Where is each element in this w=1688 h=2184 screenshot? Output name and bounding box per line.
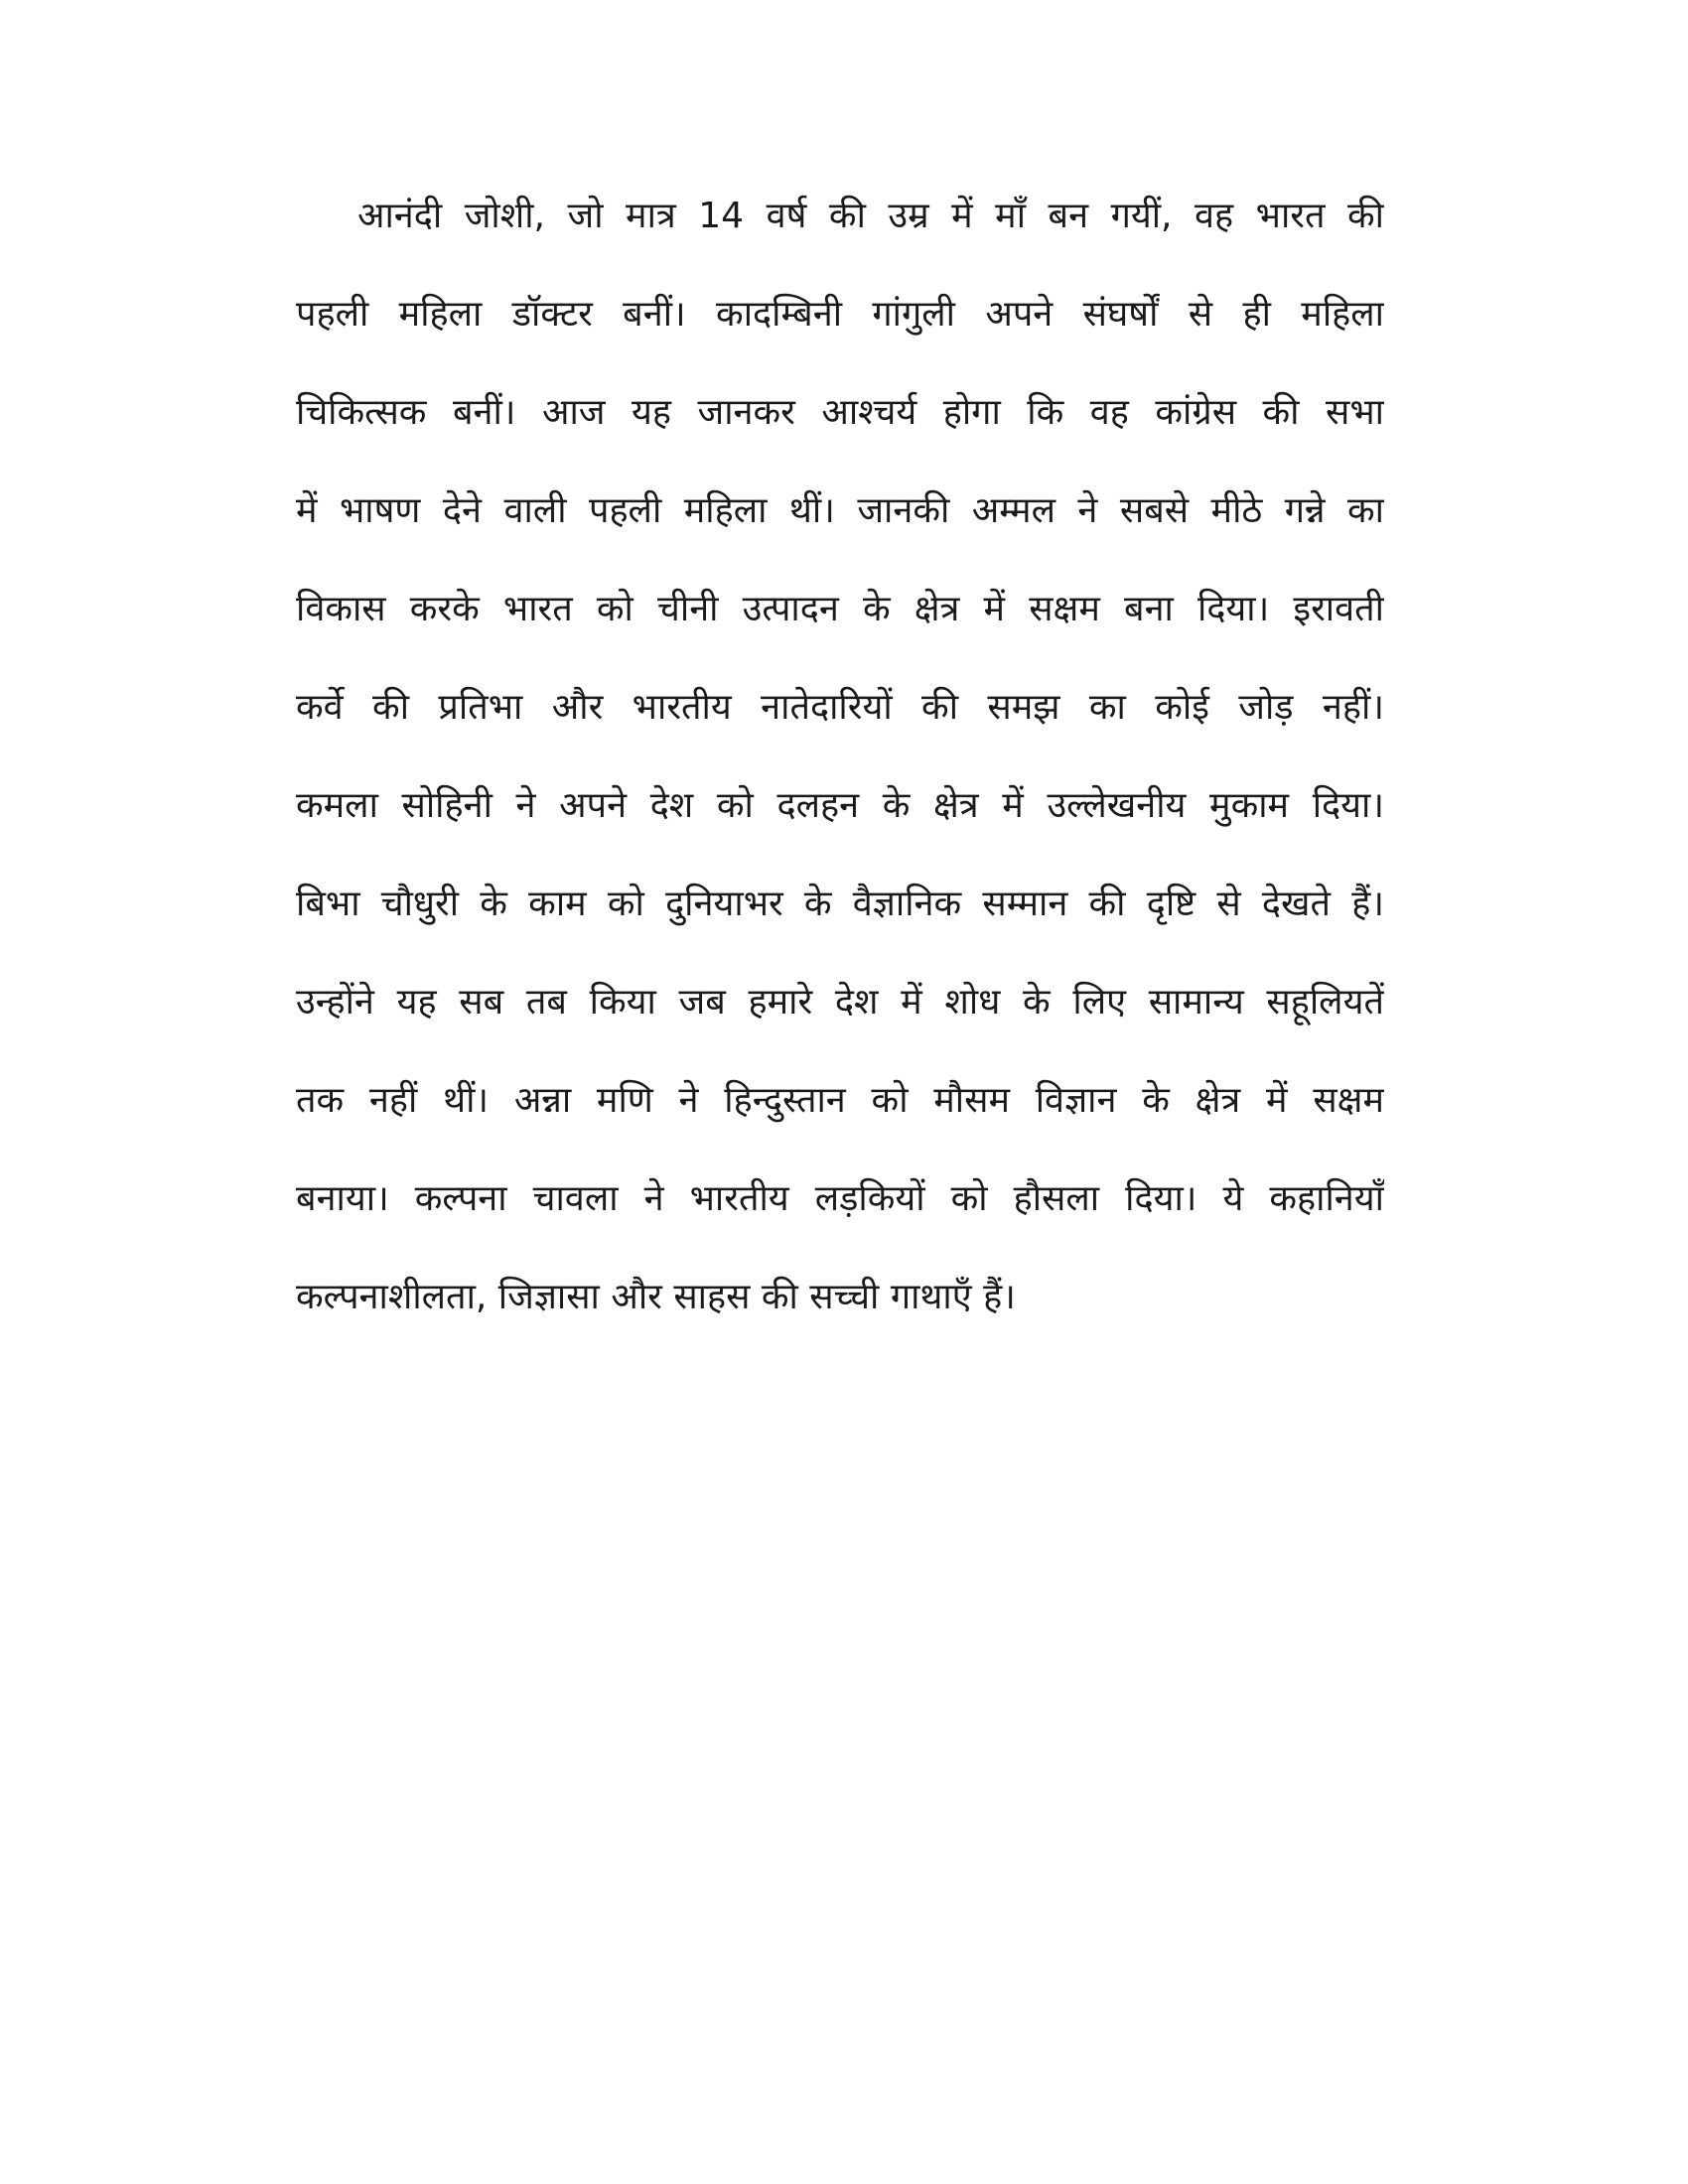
paragraph-line-11: बनाया। कल्पना चावला ने भारतीय लड़कियों को हौसला दिया। ये कहानियाँ — [296, 1178, 1384, 1219]
paragraph — [296, 167, 1384, 1346]
paragraph-line-9: उन्होंने यह सब तब किया जब हमारे देश में शोध के लिए सामान्य सहूलियतें — [296, 982, 1384, 1023]
paragraph-line-12: कल्पनाशीलता, जिज्ञासा और साहस की सच्ची गाथाएँ हैं। — [296, 1277, 1016, 1317]
paragraph-line-10: तक नहीं थीं। अन्ना मणि ने हिन्दुस्तान को मौसम विज्ञान के क्षेत्र में सक्षम — [296, 1080, 1384, 1121]
paragraph-line-2: पहली महिला डॉक्टर बनीं। कादम्बिनी गांगुली अपने संघर्षों से ही महिला — [296, 294, 1384, 335]
paragraph-line-4: में भाषण देने वाली पहली महिला थीं। जानकी अम्मल ने सबसे मीठे गन्ने का — [296, 490, 1384, 531]
paragraph-line-5: विकास करके भारत को चीनी उत्पादन के क्षेत्र में सक्षम बना दिया। इरावती — [296, 589, 1384, 629]
paragraph-line-3: चिकित्सक बनीं। आज यह जानकर आश्चर्य होगा कि वह कांग्रेस की सभा — [296, 392, 1384, 433]
paragraph-line-7: कमला सोहिनी ने अपने देश को दलहन के क्षेत्र में उल्लेखनीय मुकाम दिया। — [296, 785, 1384, 826]
paragraph-line-6: कर्वे की प्रतिभा और भारतीय नातेदारियों की समझ का कोई जोड़ नहीं। — [296, 687, 1384, 728]
paragraph-line-1: आनंदी जोशी, जो मात्र 14 वर्ष की उम्र में माँ बन गयीं, वह भारत की — [357, 196, 1384, 236]
paragraph-line-8: बिभा चौधुरी के काम को दुनियाभर के वैज्ञानिक सम्मान की दृष्टि से देखते हैं। — [296, 884, 1384, 924]
